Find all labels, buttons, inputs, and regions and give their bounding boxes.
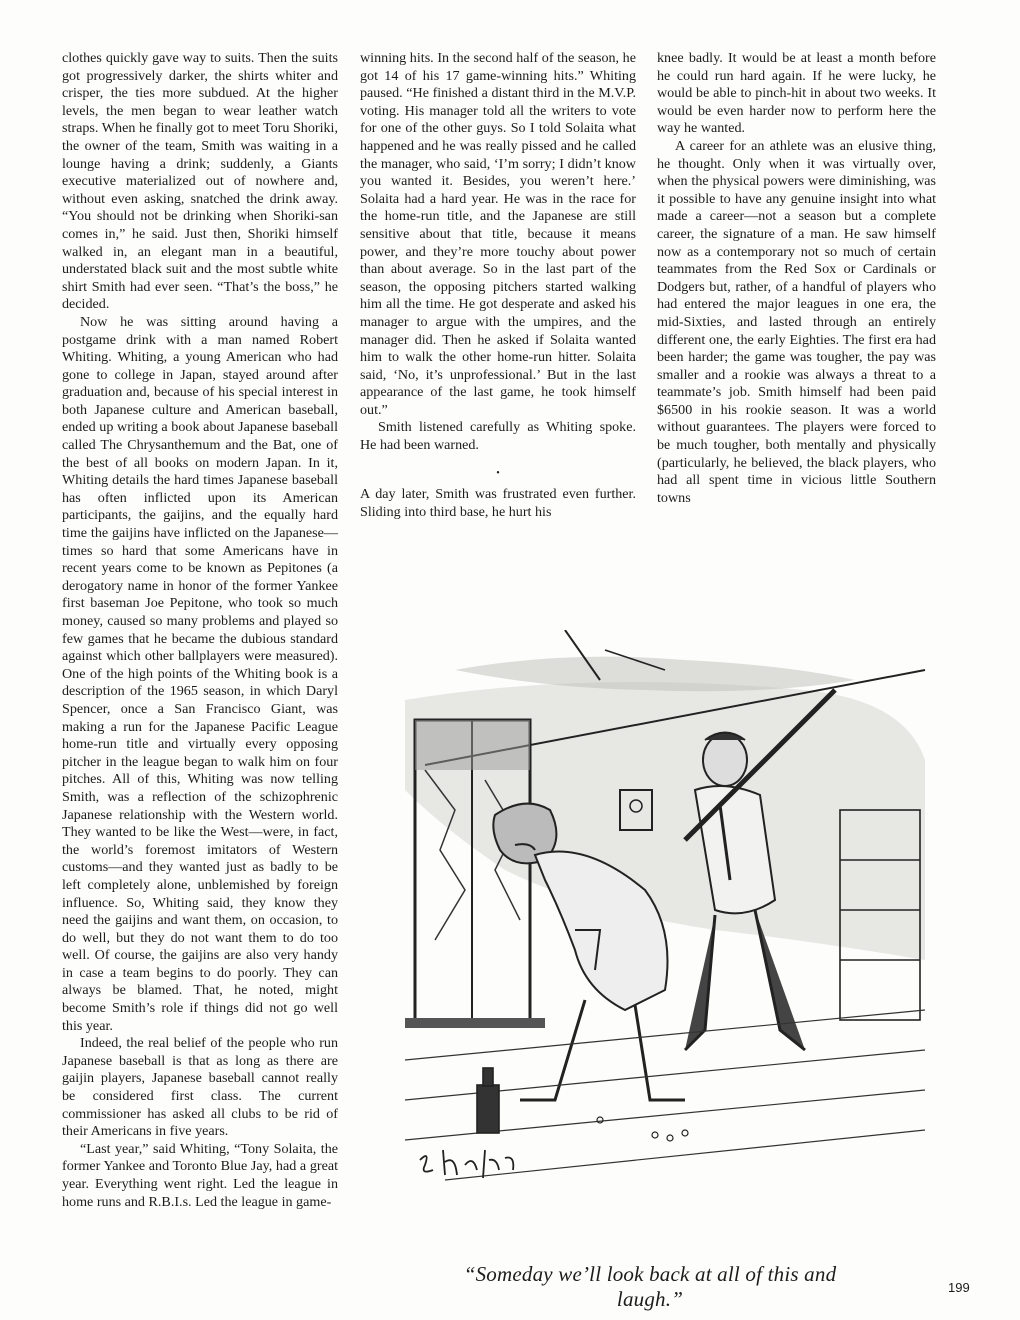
paragraph: Indeed, the real belief of the people who run Japanese baseball is that as long as there are gaijin players, Japanese baseball cannot really be considered first class. The current commissioner has asked all clubs to be rid of their Americans in five years. [62,1035,338,1140]
paragraph: clothes quickly gave way to suits. Then the suits got progressively darker, the shirts whiter and crisper, the ties more subdued. At the higher levels, the men began to wear leather watch straps. When he finally got to meet Toru Shoriki, the owner of the team, Smith was waiting in a lounge having a drink; suddenly, a Giants executive materialized out of nowhere and, without even asking, snatched the drink away. “You should not be drinking when Shoriki-san comes in,” he said. Just then, Shoriki himself walked in, an elegant man in a beautiful, understated black suit and the most subtle white shirt Smith had ever seen. “That’s the boss,” he decided. [62,50,338,313]
bullet-glyph: • [496,467,500,479]
paragraph: “Last year,” said Whiting, “Tony Solaita, the former Yankee and Toronto Blue Jay, had a great year. Everything went right. Led the league in home runs and R.B.I.s. Led the league in game- [62,1140,338,1210]
paragraph: A career for an athlete was an elusive thing, he thought. Only when it was virtually over, when the physical powers were diminishing, was it possible to have any genuine insight into what made a career—not a season but a complete career, the signature of a man. He saw himself now as a contemporary not so much of certain teammates from the Red Sox or Cardinals or Dodgers but, rather, of a handful of players who had entered the major leagues in one era, the mid-Sixties, and lasted through an entirely different one, the early Eighties. The first era had been harder; the game was tougher, the pay was smaller and a rookie was always a threat to a teammate’s job. Smith himself had been paid $6500 in his rookie season. It was a world without guarantees. The players were forced to be much tougher, both mentally and physically (particularly, he believed, the black players, who had all spent time in vicious little Southern towns [657,137,936,506]
section-break-bullet [360,465,636,483]
paragraph: Now he was sitting around having a postgame drink with a man named Robert Whiting. Whiting, a young American who had gone to college in Japan, stayed around after graduation and, because of his special interest in both Japanese culture and American baseball, ended up writing a book about Japanese baseball called The Chrysanthemum and the Bat, one of the best of all books on modern Japan. In it, Whiting details the hard times Japanese baseball has often inflicted upon its American participants, the gaijins, and the equally hard time the gaijins have inflicted on the Japanese—times so hard that some Americans have in recent years come to be known as Pepitones (a derogatory name in honor of the former Yankee first baseman Joe Pepitone, who took so much money, caused so many problems and played so few games that he became the dubious standard against which other ballplayers were measured). One of the high points of the Whiting book is a description of the 1965 season, in which Daryl Spencer, once a San Francisco Giant, was making a run for the Japanese Pacific League home-run title and virtually every opposing pitcher in the league began to walk him on four pitches. All of this, Whiting was now telling Smith, was a reflection of the schizophrenic Japanese relationship with the Western world. They wanted to be like the West—were, in fact, the world’s foremost imitators of Western customs—and they wanted just as badly to be left completely alone, unblemished by foreign influence. So, Whiting said, they know they need the gaijins and want them, on occasion, to do well, but they do not want them to do too well. Of course, the gaijins are also very handy in case a team begins to do poorly. They can always be blamed. That, he noted, might become Smith’s role if things did not go well this year. [62,313,338,1034]
text-column-3 [657,50,936,507]
text-column-2 [360,50,636,521]
cartoon-illustration [385,630,945,1205]
window-shade [415,720,530,770]
cartoon-caption: “Someday we’ll look back at all of this and laugh.” [463,1262,837,1311]
text-column-1 [62,50,338,1211]
paragraph: winning hits. In the second half of the season, he got 14 of his 17 game-winning hits.” Whiting paused. “He finished a distant third in the M.V.P. voting. His manager told all the writers to vote for one of the other guys. So I told Solaita what happened and he was really pissed and he called the manager, who said, ‘I’m sorry; I didn’t know you wanted it. Besides, you weren’t here.’ Solaita had a hard year. He was in the race for the home-run title, and the Japanese are still sensitive about that title, because it means power, and they’re more touchy about power than about average. So in the last part of the season, the opposing pitchers started walking him all the time. He got desperate and asked his manager to argue with the umpires, and the manager did. Then he asked if Solaita wanted him to walk the other home-run hitter. Solaita said, ‘No, it’s unprofessional.’ But in the last appearance of the last game, he took himself out.” [360,50,636,418]
page-number: 199 [948,1280,970,1295]
paragraph: Smith listened carefully as Whiting spoke. He had been warned. [360,419,636,454]
paragraph: knee badly. It would be at least a month before he could run hard again. If he were lucky, he would be able to pinch-hit in about two weeks. It would be even harder now to perform here the way he wanted. [657,50,936,137]
paragraph: A day later, Smith was frustrated even further. Sliding into third base, he hurt his [360,486,636,520]
window-sill [405,1018,545,1028]
